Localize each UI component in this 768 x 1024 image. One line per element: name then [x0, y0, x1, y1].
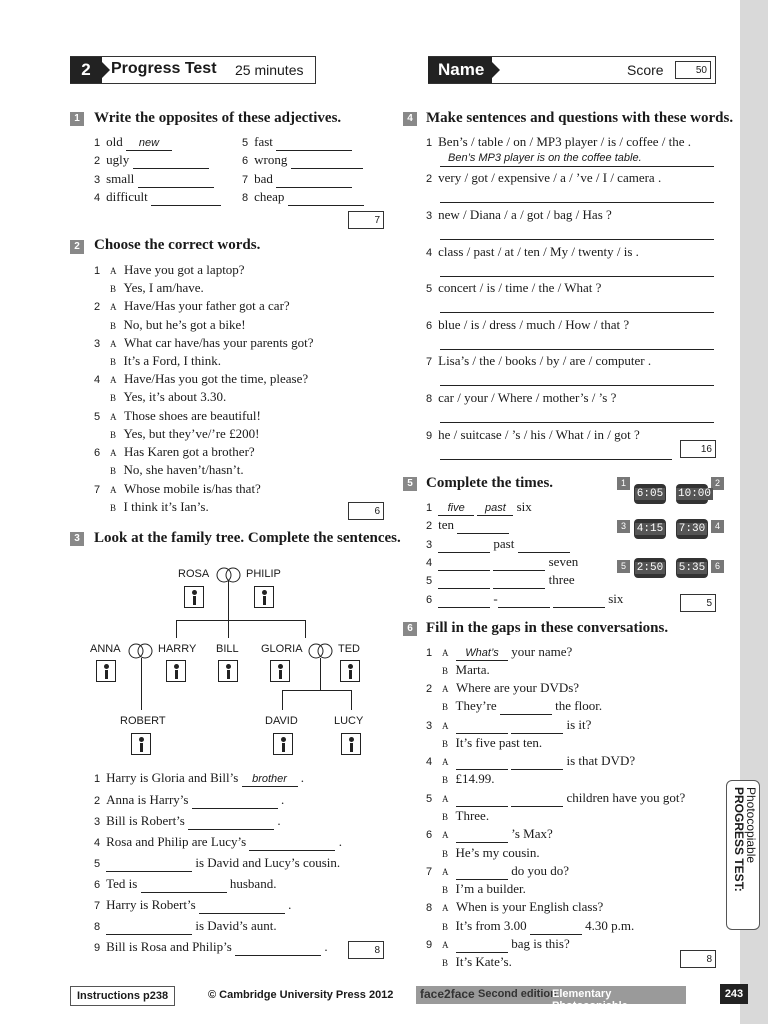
ex5-blank[interactable] [438, 540, 490, 553]
person-icon [341, 733, 361, 755]
clock-display: 10:00 [676, 484, 708, 504]
person-icon [270, 660, 290, 682]
exercise-3-number: 3 [70, 532, 84, 546]
tree-name-ted: TED [338, 643, 360, 655]
ex4-item: 2 very / got / expensive / a / ’ve / I / camera . [426, 170, 662, 185]
person-icon [96, 660, 116, 682]
ex6-line: B It’s five past ten. [442, 735, 543, 750]
ex1-item: 6 wrong [242, 152, 363, 169]
person-icon [131, 733, 151, 755]
ex5-blank[interactable] [438, 595, 490, 608]
ex5-item: 2 ten [426, 517, 509, 534]
test-duration: 25 minutes [235, 62, 304, 78]
ex4-answer-line[interactable] [440, 202, 714, 203]
ex3-item: 6 Ted is husband. [94, 876, 277, 891]
ex3-score-box: 8 [348, 941, 384, 959]
ex4-answer-line[interactable] [440, 385, 714, 386]
ex3-item: 3 Bill is Robert’s . [94, 813, 281, 828]
name-score-header [428, 56, 716, 84]
ex1-blank[interactable] [291, 156, 363, 169]
ex5-blank[interactable] [553, 595, 605, 608]
ex1-blank[interactable] [276, 175, 352, 188]
exercise-6-title: Fill in the gaps in these conversations. [426, 620, 669, 636]
ex5-blank[interactable] [518, 540, 570, 553]
ex2-line: 7 A Whose mobile is/has that? [94, 481, 261, 496]
ex1-blank[interactable] [133, 156, 209, 169]
ex6-blank[interactable] [511, 794, 563, 807]
ex5-item: 1 five past six [426, 499, 532, 514]
clock-badge: 1 [617, 477, 630, 490]
ex6-blank[interactable] [530, 922, 582, 935]
side-tab [726, 780, 760, 930]
ex6-line: 6 A ’s Max? [426, 826, 553, 841]
ex4-item: 6 blue / is / dress / much / How / that ? [426, 317, 630, 332]
exercise-2-number: 2 [70, 240, 84, 254]
ex2-line: B No, she haven’t/hasn’t. [110, 462, 244, 477]
exercise-5-number: 5 [403, 477, 417, 491]
tree-name-gloria: GLORIA [261, 643, 303, 655]
tree-name-david: DAVID [265, 715, 298, 727]
ex5-blank[interactable] [438, 576, 490, 589]
ex6-line: 8 A When is your English class? [426, 899, 604, 914]
ex6-line: B He’s my cousin. [442, 845, 540, 860]
ex6-line: 3 A is it? [426, 717, 592, 732]
total-score-box: 50 [675, 61, 711, 79]
ex3-blank[interactable] [249, 838, 335, 851]
ex2-line: B Yes, I am/have. [110, 280, 204, 295]
ex4-item: 7 Lisa’s / the / books / by / are / computer . [426, 353, 652, 368]
ex4-item: 4 class / past / at / ten / My / twenty / is . [426, 244, 639, 259]
ex6-blank[interactable] [456, 721, 508, 734]
ex2-line: B I think it’s Ian’s. [110, 499, 209, 514]
test-number: 2 [70, 57, 102, 83]
ex5-blank[interactable] [457, 521, 509, 534]
ex6-line: 4 A is that DVD? [426, 753, 636, 768]
brand-bar [416, 986, 686, 1012]
test-header [70, 56, 316, 84]
tree-name-lucy: LUCY [334, 715, 364, 727]
ex1-blank[interactable] [138, 175, 214, 188]
person-icon [218, 660, 238, 682]
exercise-4-title: Make sentences and questions with these words. [426, 110, 734, 126]
ex3-item: 9 Bill is Rosa and Philip’s . [94, 939, 328, 954]
clock-badge: 2 [711, 477, 724, 490]
ex2-line: B Yes, but they’ve/’re £200! [110, 426, 260, 441]
ex5-answer: five [438, 502, 474, 516]
ex1-item: 4 difficult [94, 189, 221, 206]
ex4-item: 9 he / suitcase / ’s / his / What / in / got ? [426, 427, 640, 442]
tree-name-harry: HARRY [158, 643, 197, 655]
ex3-blank[interactable] [106, 859, 192, 872]
clock-badge: 3 [617, 520, 630, 533]
ex5-score-box: 5 [680, 594, 716, 612]
ex2-line: 4 A Have/Has you got the time, please? [94, 371, 309, 386]
ex6-line: 7 A do you do? [426, 863, 570, 878]
name-label: Name [428, 57, 492, 83]
ex4-answer-line[interactable] [440, 459, 672, 460]
ex1-item: 8 cheap [242, 189, 364, 206]
ex6-blank[interactable] [511, 757, 563, 770]
person-icon [166, 660, 186, 682]
ex2-line: 2 A Have/Has your father got a car? [94, 298, 290, 313]
brand-level: Elementary Photocopiable [552, 988, 628, 1012]
ex6-answer: What’s [456, 647, 508, 661]
ex4-answer-line[interactable] [440, 239, 714, 240]
clock-badge: 4 [711, 520, 724, 533]
ex3-item: 5 is David and Lucy’s cousin. [94, 855, 341, 870]
clock-display: 7:30 [676, 519, 708, 539]
ex6-line: B I’m a builder. [442, 881, 526, 896]
brand-edition: Second edition [478, 988, 557, 1000]
ex3-blank[interactable] [106, 922, 192, 935]
tree-name-robert: ROBERT [120, 715, 166, 727]
clock-display: 4:15 [634, 519, 666, 539]
ex6-score-box: 8 [680, 950, 716, 968]
ex1-item: 2 ugly [94, 152, 209, 169]
ex3-item: 2 Anna is Harry’s . [94, 792, 285, 807]
person-icon [273, 733, 293, 755]
ex1-score-box: 7 [348, 211, 384, 229]
ex4-answer-line[interactable] [440, 422, 714, 423]
ex6-blank[interactable] [456, 757, 508, 770]
ex2-line: B Yes, it’s about 3.30. [110, 389, 227, 404]
ex1-blank[interactable] [151, 193, 221, 206]
copyright: © Cambridge University Press 2012 [208, 989, 394, 1001]
ex3-item: 4 Rosa and Philip are Lucy’s . [94, 834, 342, 849]
ex4-answer-line[interactable] [440, 349, 714, 350]
side-tab-line2: Photocopiable [744, 787, 758, 864]
ex2-line: B It’s a Ford, I think. [110, 353, 222, 368]
tree-name-philip: PHILIP [246, 568, 281, 580]
ex6-blank[interactable] [500, 702, 552, 715]
exercise-3-title: Look at the family tree. Complete the sentences. [94, 530, 401, 546]
ex1-item: 3 small [94, 171, 214, 188]
exercise-6-number: 6 [403, 622, 417, 636]
ex6-line: 9 A bag is this? [426, 936, 570, 951]
ex4-answer: Ben’s MP3 player is on the coffee table. [448, 152, 642, 164]
exercise-5-title: Complete the times. [426, 475, 554, 491]
person-icon [184, 586, 204, 608]
ex5-blank[interactable] [438, 558, 490, 571]
ex4-answer-line[interactable] [440, 166, 714, 167]
ex1-blank[interactable] [288, 193, 364, 206]
ex1-item: 5 fast [242, 134, 352, 151]
ex2-line: 3 A What car have/has your parents got? [94, 335, 314, 350]
tree-name-anna: ANNA [90, 643, 121, 655]
exercise-1-title: Write the opposites of these adjectives. [94, 110, 342, 126]
ex3-blank[interactable] [235, 943, 321, 956]
tree-name-bill: BILL [216, 643, 239, 655]
ex2-line: 5 A Those shoes are beautiful! [94, 408, 261, 423]
ex3-item: 8 is David’s aunt. [94, 918, 277, 933]
ex5-item: 3 past [426, 536, 570, 553]
ex6-line: B Three. [442, 808, 490, 823]
ex6-line: B Marta. [442, 662, 490, 677]
ex6-blank[interactable] [456, 794, 508, 807]
ex1-item: 1 old new [94, 134, 172, 151]
exercise-4-number: 4 [403, 112, 417, 126]
ex4-answer-line[interactable] [440, 312, 714, 313]
ex2-score-box: 6 [348, 502, 384, 520]
ex6-blank[interactable] [456, 830, 508, 843]
ex4-item: 5 concert / is / time / the / What ? [426, 280, 602, 295]
ex6-blank[interactable] [511, 721, 563, 734]
ex6-line: B £14.99. [442, 771, 495, 786]
clock-display: 6:05 [634, 484, 666, 504]
instructions-link[interactable]: Instructions p238 [70, 986, 175, 1006]
ex6-line: 5 A children have you got? [426, 790, 686, 805]
ex5-blank[interactable] [493, 576, 545, 589]
ex5-blank[interactable] [498, 595, 550, 608]
rings-icon [306, 642, 336, 660]
ex5-item: 4 seven [426, 554, 579, 569]
ex4-item: 3 new / Diana / a / got / bag / Has ? [426, 207, 612, 222]
ex4-score-box: 16 [680, 440, 716, 458]
ex3-item: 7 Harry is Robert’s . [94, 897, 292, 912]
page-number: 243 [720, 984, 748, 1004]
ex1-blank[interactable] [276, 138, 352, 151]
ex6-line: B It’s from 3.00 4.30 p.m. [442, 918, 635, 933]
ex2-line: 6 A Has Karen got a brother? [94, 444, 255, 459]
ex3-answer: brother [242, 773, 298, 787]
ex3-blank[interactable] [188, 817, 274, 830]
ex6-blank[interactable] [456, 867, 508, 880]
ex6-line: 1 A What’s your name? [426, 644, 573, 659]
exercise-2-title: Choose the correct words. [94, 237, 261, 253]
clock-display: 5:35 [676, 558, 708, 578]
ex5-blank[interactable] [493, 558, 545, 571]
person-icon [340, 660, 360, 682]
ex1-item: 7 bad [242, 171, 352, 188]
ex3-blank[interactable] [192, 796, 278, 809]
ex3-blank[interactable] [199, 901, 285, 914]
ex1-answer: new [126, 137, 172, 151]
person-icon [254, 586, 274, 608]
ex6-blank[interactable] [456, 940, 508, 953]
ex3-blank[interactable] [141, 880, 227, 893]
test-title: Progress Test [111, 60, 217, 77]
tree-name-rosa: ROSA [178, 568, 210, 580]
ex4-answer-line[interactable] [440, 276, 714, 277]
clock-display: 2:50 [634, 558, 666, 578]
rings-icon [214, 566, 244, 584]
ex5-item: 6 - six [426, 591, 624, 606]
exercise-1-number: 1 [70, 112, 84, 126]
ex6-line: 2 A Where are your DVDs? [426, 680, 580, 695]
ex5-item: 5 three [426, 572, 575, 587]
ex6-line: B It’s Kate’s. [442, 954, 512, 969]
clock-badge: 6 [711, 560, 724, 573]
ex4-item: 8 car / your / Where / mother’s / ’s ? [426, 390, 617, 405]
ex2-line: B No, but he’s got a bike! [110, 317, 246, 332]
side-tab-line1: PROGRESS TEST: [732, 787, 746, 892]
ex6-line: B They’re the floor. [442, 698, 603, 713]
ex2-line: 1 A Have you got a laptop? [94, 262, 245, 277]
ex4-item: 1 Ben’s / table / on / MP3 player / is / coffee / the . [426, 134, 691, 149]
ex5-answer: past [477, 502, 513, 516]
brand-name: face2face [420, 987, 475, 1001]
clock-badge: 5 [617, 560, 630, 573]
ex3-item: 1 Harry is Gloria and Bill’s brother . [94, 770, 305, 785]
score-label: Score [627, 62, 664, 78]
